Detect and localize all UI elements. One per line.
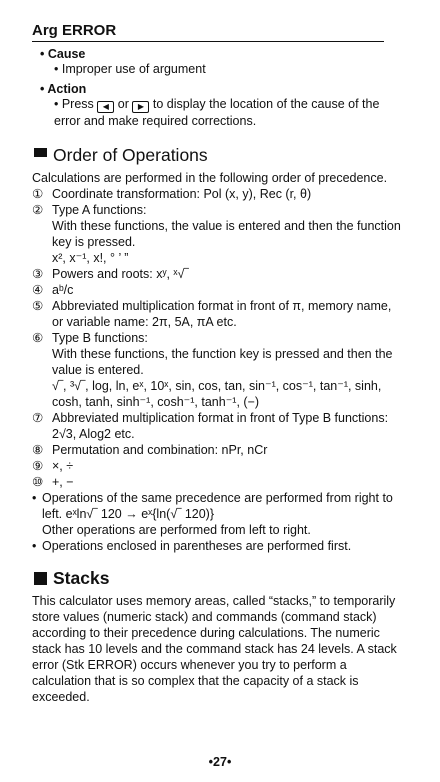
order-heading-text: Order of Operations [53,145,208,165]
action-text [32,96,402,129]
order-intro: Calculations are performed in the following order of precedence. [32,171,388,185]
section-title: Arg ERROR [32,22,384,42]
action-label: • Action [40,82,87,96]
note-left-to-right: Other operations are performed from left to right. [42,523,311,537]
note-bullet: • [32,491,37,505]
order-item [32,458,402,474]
stacks-text: This calculator uses memory areas, called “stacks,” to temporarily store values (numeric stack) and commands (command stack) according to their precedence during calculations. The numeric stack has 10 levels and the command stack has 24 levels. A stack error (Stk ERROR) occurs whenever you try to perform a calculation that is so complex that the capacity of a stack is exceeded. [32,594,397,704]
item-text: Permutation and combination: nPr, nCr [52,443,268,457]
order-item [32,442,402,458]
item-number: ⑤ [32,299,44,313]
typeA-functions: x², x⁻¹, x!, ° ’ ” [52,251,129,265]
typeA-description: With these functions, the value is entered and then the function key is pressed. [52,219,401,249]
item-text: Type A functions: [52,203,147,217]
order-item [32,266,402,282]
item-text: Powers and roots: xʸ, ˣ√‾ [52,267,189,281]
page-number: •27• [208,755,232,769]
section-flag-icon [34,148,47,157]
order-item [32,330,402,346]
item-text: ×, ÷ [52,459,74,473]
stacks-heading [32,568,402,589]
item-number: ④ [32,283,44,297]
order-item [32,186,402,202]
item-number: ⑦ [32,411,44,425]
item-text: Abbreviated multiplication format in front of π, memory name, or variable name: 2π, 5A, πA etc. [52,299,392,329]
order-item [32,298,402,330]
note-parentheses [32,538,402,554]
order-item [32,202,402,218]
typeB-functions: √‾, ³√‾, log, ln, eˣ, 10ˣ, sin, cos, tan, sin⁻¹, cos⁻¹, tan⁻¹, sinh, cosh, tanh, sinh⁻¹, cosh⁻¹, tanh⁻¹, (−) [52,379,382,409]
order-item [32,410,402,442]
item-number: ⑥ [32,331,44,345]
action-or: or [117,97,129,111]
action-pre: • Press [54,97,94,111]
note-bullet: • [32,539,37,553]
stacks-heading-text: Stacks [53,568,110,588]
item-number: ① [32,187,44,201]
item-text: Type B functions: [52,331,148,345]
order-heading [32,145,402,166]
typeB-description: With these functions, the function key is pressed and then the value is entered. [52,347,393,377]
note-text: Operations of the same precedence are performed from right to left. eˣln√‾ 120 → eˣ{ln(√‾ 120)} [42,491,393,521]
item-number: ⑨ [32,459,44,473]
section-square-icon [34,572,47,585]
item-text: Coordinate transformation: Pol (x, y), Rec (r, θ) [52,187,312,201]
note-same-precedence [32,490,402,522]
item-number: ② [32,203,44,217]
action-post: to display the location of the cause of the error and make required corrections. [54,97,380,128]
item-text: Abbreviated multiplication format in front of Type B functions: 2√3, Alog2 etc. [52,411,389,441]
order-item [32,282,402,298]
right-cursor-key-icon: ▶ [132,101,149,113]
note-text: Operations enclosed in parentheses are performed first. [42,539,352,553]
item-number: ⑧ [32,443,44,457]
cause-text: • Improper use of argument [54,62,206,76]
order-item [32,474,402,490]
item-number: ③ [32,267,44,281]
item-text: +, − [52,475,74,489]
left-cursor-key-icon: ◀ [97,101,114,113]
cause-label: • Cause [40,47,86,61]
item-number: ⑩ [32,475,44,489]
item-text: aᵇ/c [52,283,74,297]
